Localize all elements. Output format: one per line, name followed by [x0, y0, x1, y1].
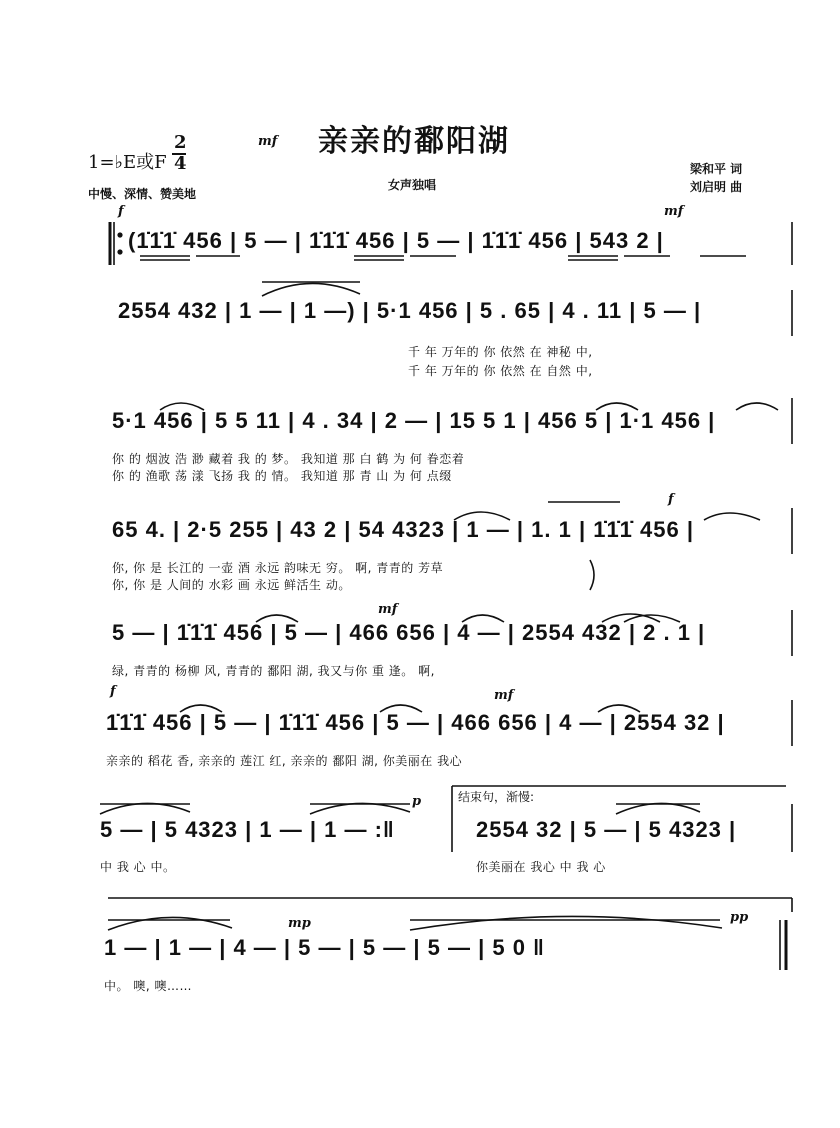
dynamic-marking: mf — [664, 204, 684, 219]
lyric-line: 你 的 渔歌 荡 漾 飞扬 我 的 情。 我知道 那 青 山 为 何 点缀 — [112, 469, 452, 483]
dynamic-marking: f — [110, 684, 116, 699]
dynamic-marking: mf — [494, 688, 514, 703]
notation-row: 5 — | 1̇1̇1̇ 456 | 5 — | 466 656 | 4 — | 2554 432 | 2 . 1 | — [112, 620, 706, 645]
notation-row-ending-part: 2554 32 | 5 — | 5 4323 | — [476, 817, 737, 842]
notation-row: (1̇1̇1̇ 456 | 5 — | 1̇1̇1̇ 456 | 5 — | 1̇1̇1̇ 456 | 543 2 | — [128, 228, 664, 253]
lyric-line: 你 的 烟波 浩 渺 藏着 我 的 梦。 我知道 那 白 鹤 为 何 眷恋着 — [112, 452, 465, 466]
lyricist-credit: 梁和平 词 — [690, 162, 743, 176]
lyric-line: 绿, 青青的 杨柳 风, 青青的 鄱阳 湖, 我又与你 重 逢。 啊, — [112, 664, 435, 678]
key-signature: 1=♭E或F — [88, 152, 167, 173]
dynamic-marking: f — [118, 204, 124, 219]
dynamic-marking: mf — [378, 602, 398, 617]
time-signature-top: 2 — [174, 132, 187, 153]
notation-row: 1 — | 1 — | 4 — | 5 — | 5 — | 5 — | 5 0 ‖ — [104, 935, 546, 960]
lyric-line: 中。 噢, 噢…… — [104, 979, 192, 993]
time-signature-bottom: 4 — [174, 153, 187, 174]
dynamic-marking: mp — [288, 916, 311, 931]
composer-credit: 刘启明 曲 — [690, 180, 743, 194]
notation-row: 2554 432 | 1 — | 1 —) | 5·1 456 | 5 . 65 | 4 . 11 | 5 — | — [118, 298, 702, 323]
lyric-line: 千 年 万年的 你 依然 在 自然 中, — [408, 364, 593, 378]
notation-row: 1̇1̇1̇ 456 | 5 — | 1̇1̇1̇ 456 | 5 — | 466 656 | 4 — | 2554 32 | — [106, 710, 725, 735]
notation-row-repeat-part: 5 — | 5 4323 | 1 — | 1 — :‖ — [100, 817, 395, 842]
lyric-line: 你, 你 是 长江的 一壶 酒 永远 韵味无 穷。 啊, 青青的 芳草 — [112, 561, 444, 575]
lyric-line: 中 我 心 中。 — [100, 860, 176, 874]
notation-row: 65 4. | 2·5 255 | 43 2 | 54 4323 | 1 — | 1. 1 | 1̇1̇1̇ 456 | — [112, 517, 695, 542]
dynamic-marking: pp — [730, 910, 749, 925]
lyric-line: 亲亲的 稻花 香, 亲亲的 莲江 红, 亲亲的 鄱阳 湖, 你美丽在 我心 — [106, 754, 463, 768]
voice-type: 女声独唱 — [388, 178, 437, 192]
lyric-line: 千 年 万年的 你 依然 在 神秘 中, — [408, 345, 593, 359]
song-title: 亲亲的鄱阳湖 — [318, 124, 510, 159]
ending-instruction: 结束句，渐慢: — [458, 790, 535, 804]
tempo-marking: 中慢、深情、赞美地 — [88, 187, 197, 201]
lyric-line: 你美丽在 我心 中 我 心 — [476, 860, 606, 874]
dynamic-marking: p — [412, 794, 422, 809]
title-dynamic-marking: mf — [258, 134, 278, 149]
notation-row: 5·1 456 | 5 5 11 | 4 . 34 | 2 — | 15 5 1 | 456 5 | 1·1 456 | — [112, 408, 716, 433]
lyric-line: 你, 你 是 人间的 水彩 画 永远 鲜活生 动。 — [112, 578, 351, 592]
dynamic-marking: f — [668, 492, 674, 507]
